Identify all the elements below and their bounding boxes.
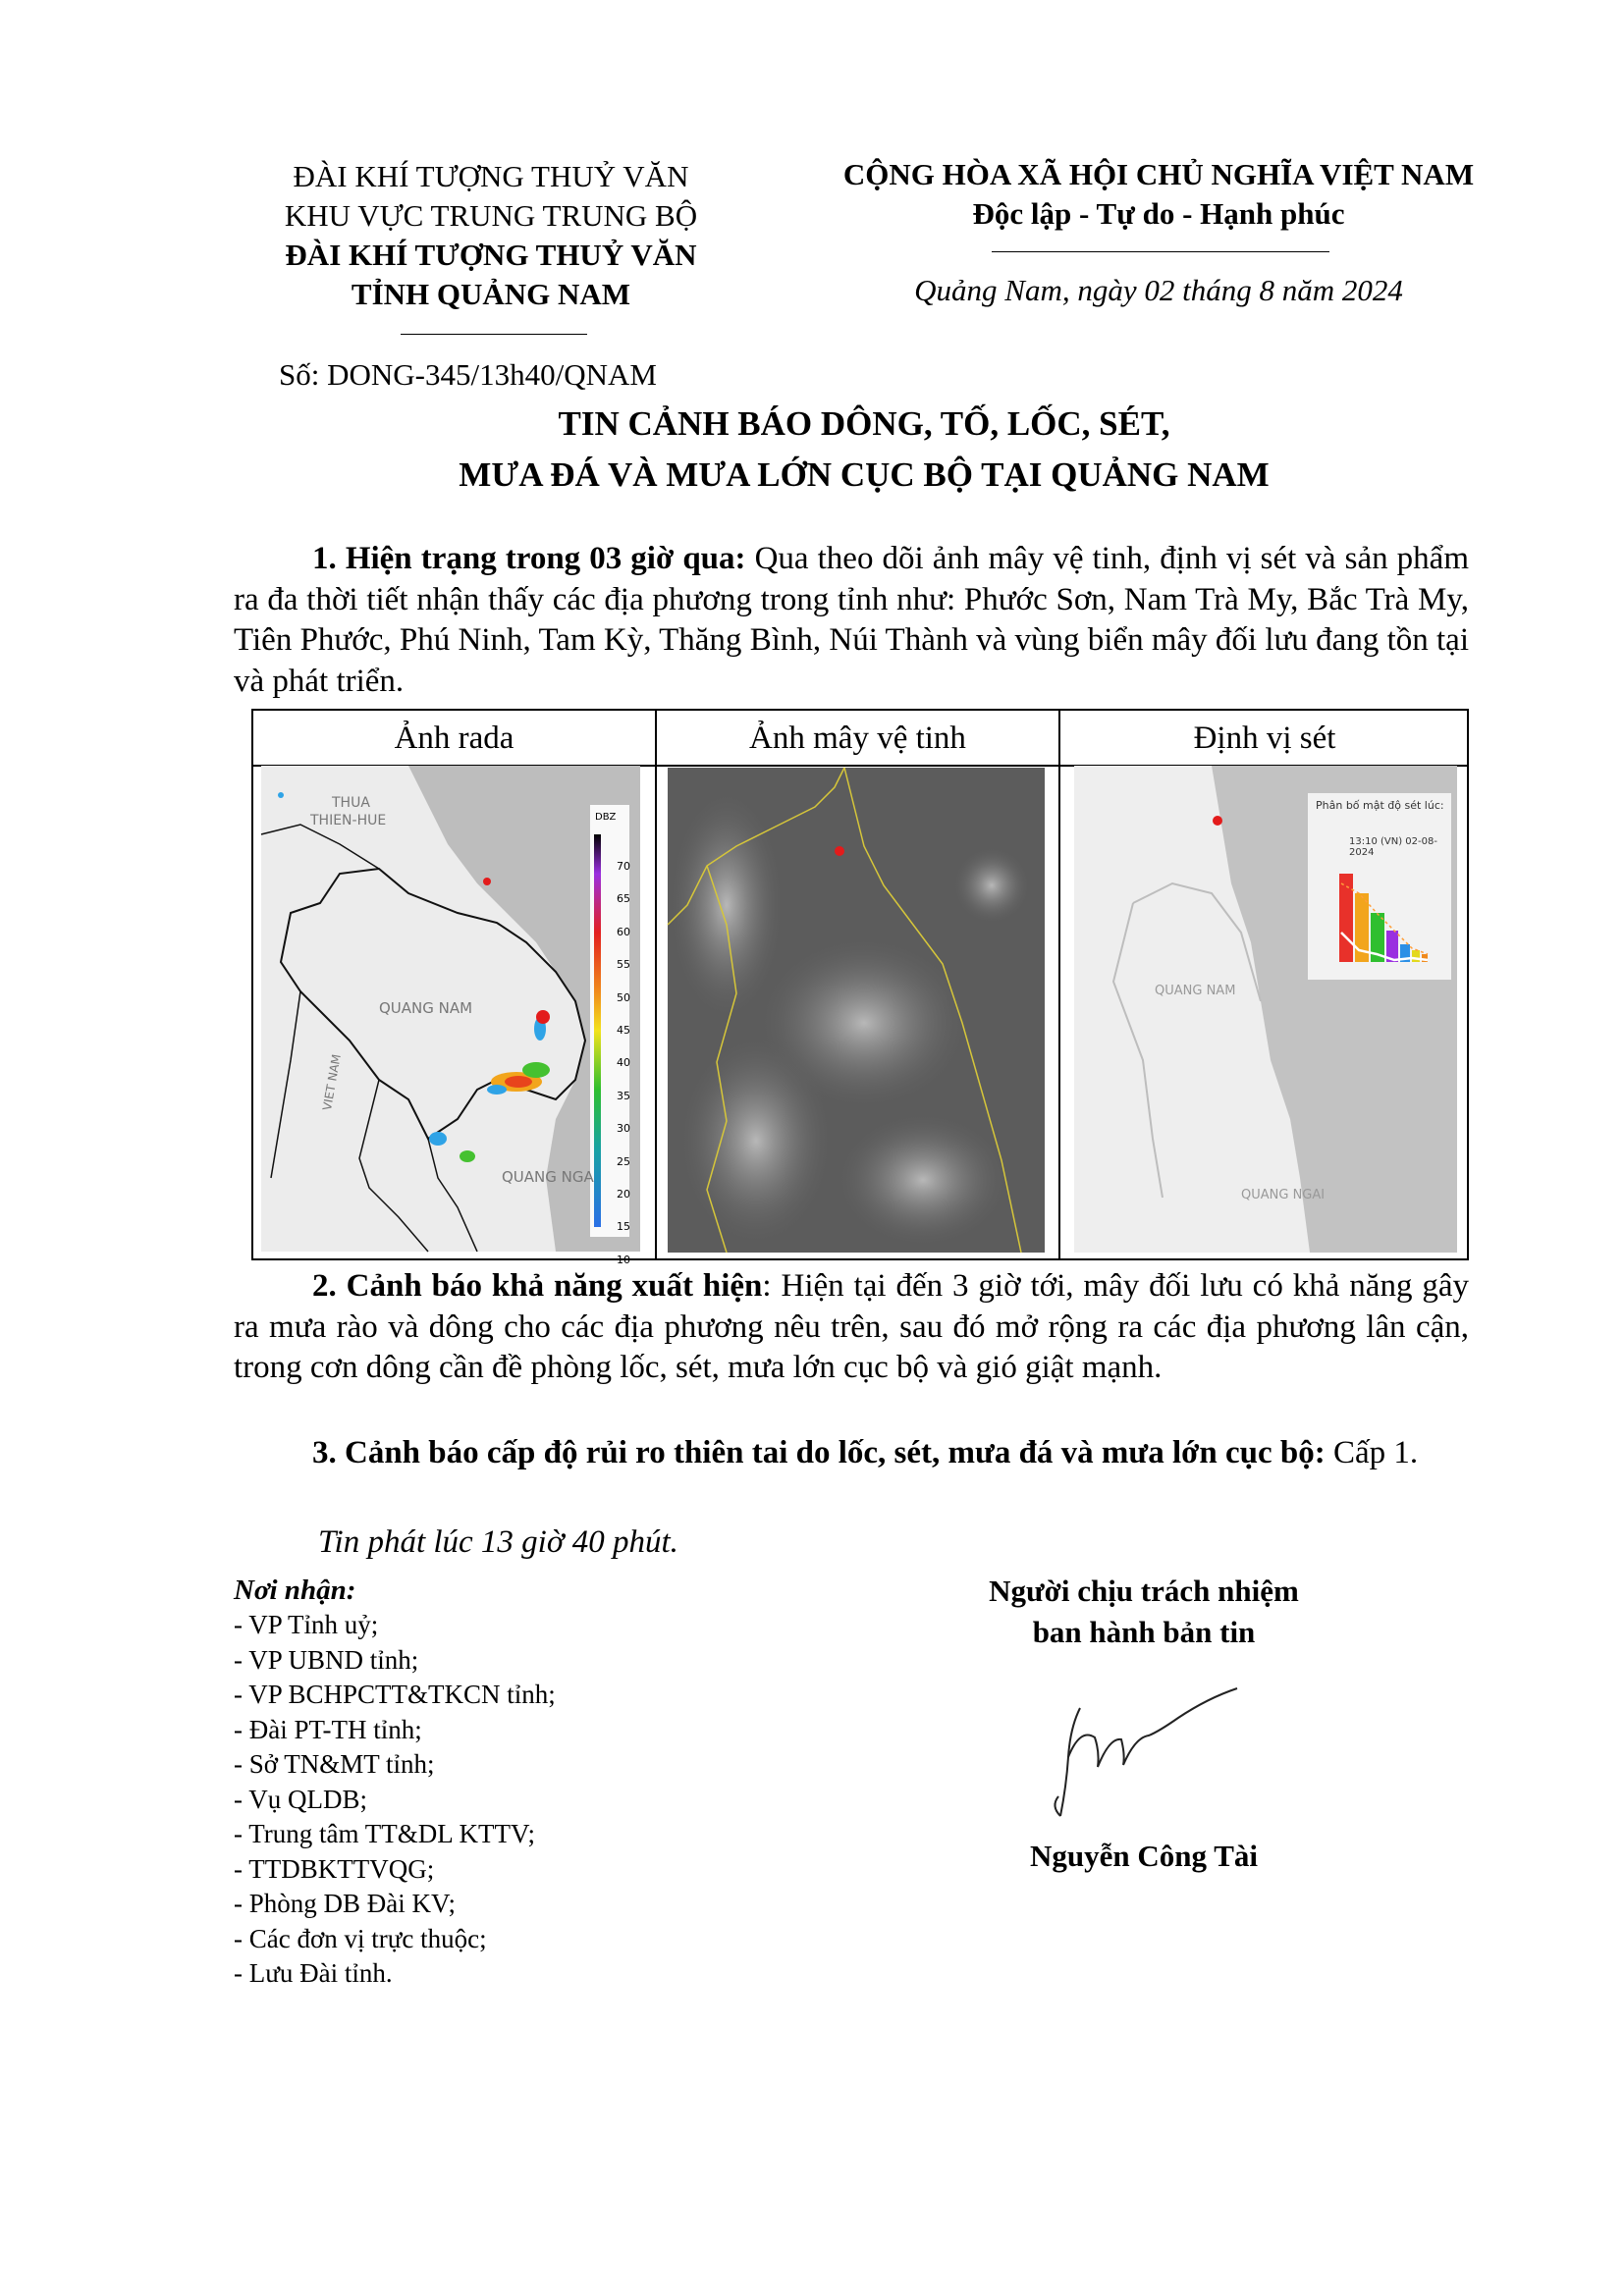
lightning-label-quang-ngai: QUANG NGAI <box>1241 1188 1326 1202</box>
section1-body: Qua theo dõi ảnh mây vệ tinh, định vị sét và sản phẩm ra đa thời tiết nhận thấy các địa phương trong tỉnh như: Phước Sơn, Nam Trà My, Bắc Trà My, Tiên Phước, Phú Ninh, Tam Kỳ, Thăng Bình, Núi Thành và vùng biển mây đối lưu đang tồn tại và phát triển. <box>234 541 1469 699</box>
satellite-image <box>668 768 1045 1253</box>
agency-line2: KHU VỰC TRUNG TRUNG BỘ <box>284 198 698 233</box>
handwritten-signature <box>1041 1669 1247 1826</box>
section1-heading: 1. Hiện trạng trong 03 giờ qua: <box>312 541 746 576</box>
section3-heading: 3. Cảnh báo cấp độ rủi ro thiên tai do lốc, sét, mưa đá và mưa lớn cục bộ: <box>312 1435 1326 1470</box>
radar-label-quang-nam: QUANG NAM <box>379 999 473 1017</box>
national-motto-line2: Độc lập - Tự do - Hạnh phúc <box>972 196 1345 231</box>
radar-label-quang-ngai: QUANG NGA <box>502 1168 594 1186</box>
place-date: Quảng Nam, ngày 02 tháng 8 năm 2024 <box>914 273 1403 307</box>
section-current-status <box>234 539 1469 702</box>
national-motto-line1: CỘNG HÒA XÃ HỘI CHỦ NGHĨA VIỆT NAM <box>842 157 1475 191</box>
col-header-satellite: Ảnh mây vệ tinh <box>749 721 966 756</box>
radar-image <box>261 766 640 1266</box>
motto-underline <box>992 251 1329 252</box>
section2-body: : Hiện tại đến 3 giờ tới, mây đối lưu có khả năng gây ra mưa rào và dông cho các địa phương nêu trên, sau đó mở rộng ra các địa phương lân cận, trong cơn dông cần đề phòng lốc, sét, mưa lớn cục bộ và gió giật mạnh. <box>234 1268 1470 1385</box>
agency-underline <box>401 334 587 335</box>
agency-line1: ĐÀI KHÍ TƯỢNG THUỶ VĂN <box>293 159 689 193</box>
radar-legend-unit: DBZ <box>595 812 617 823</box>
document-number: Số: DONG-345/13h40/QNAM <box>279 357 657 392</box>
signer-title-line1: Người chịu trách nhiệm <box>989 1574 1299 1608</box>
document-title <box>255 399 1473 501</box>
agency-line3: ĐÀI KHÍ TƯỢNG THUỶ VĂN <box>285 238 697 272</box>
section2-heading: 2. Cảnh báo khả năng xuất hiện <box>312 1268 763 1304</box>
radar-label-thien-hue: THIEN-HUE <box>310 813 387 828</box>
signer-name: Nguyễn Công Tài <box>1030 1839 1258 1873</box>
issue-time: Tin phát lúc 13 giờ 40 phút. <box>318 1524 678 1560</box>
lightning-chart-time: 13:10 (VN) 02-08-2024 <box>1349 836 1437 858</box>
recipient-item: - Lưu Đài tỉnh. <box>234 1958 393 1988</box>
radar-legend-scale: 70 65 60 55 50 45 40 35 30 25 20 15 10 <box>617 860 630 1266</box>
section-warning-likelihood <box>234 1266 1469 1389</box>
recipient-item: - Phòng DB Đài KV; <box>234 1889 456 1918</box>
lightning-label-quang-nam: QUANG NAM <box>1155 984 1236 998</box>
recipients-block <box>234 1573 862 1992</box>
recipient-item: - Trung tâm TT&DL KTTV; <box>234 1819 535 1848</box>
section3-body: Cấp 1. <box>1325 1435 1419 1470</box>
recipient-item: - TTDBKTTVQG; <box>234 1853 435 1884</box>
section-risk-level <box>234 1433 1469 1474</box>
col-header-lightning: Định vị sét <box>1193 721 1336 756</box>
recipient-item: - Vụ QLDB; <box>234 1784 368 1814</box>
signer-title <box>884 1571 1404 1653</box>
recipient-item: - Sở TN&MT tỉnh; <box>234 1749 435 1779</box>
national-header <box>785 155 1532 234</box>
agency-header <box>245 157 736 314</box>
title-line2: MƯA ĐÁ VÀ MƯA LỚN CỤC BỘ TẠI QUẢNG NAM <box>459 455 1270 494</box>
recipients-heading: Nơi nhận: <box>234 1575 356 1606</box>
recipient-item: - VP Tỉnh uỷ; <box>234 1610 379 1639</box>
lightning-chart-title: Phân bố mật độ sét lúc: <box>1316 799 1444 812</box>
recipient-item: - Đài PT-TH tỉnh; <box>234 1714 422 1744</box>
recipient-item: - VP UBND tỉnh; <box>234 1644 419 1675</box>
col-header-radar: Ảnh rada <box>394 721 514 756</box>
radar-label-thua: THUA <box>332 795 370 811</box>
radar-label-viet-nam: VIET NAM <box>320 1052 344 1112</box>
recipient-item: - Các đơn vị trực thuộc; <box>234 1923 487 1953</box>
agency-line4: TỈNH QUẢNG NAM <box>351 277 631 311</box>
signer-title-line2: ban hành bản tin <box>1032 1615 1256 1649</box>
recipient-item: - VP BCHPCTT&TKCN tỉnh; <box>234 1680 556 1709</box>
lightning-image <box>1074 766 1457 1253</box>
title-line1: TIN CẢNH BÁO DÔNG, TỐ, LỐC, SÉT, <box>558 404 1170 443</box>
